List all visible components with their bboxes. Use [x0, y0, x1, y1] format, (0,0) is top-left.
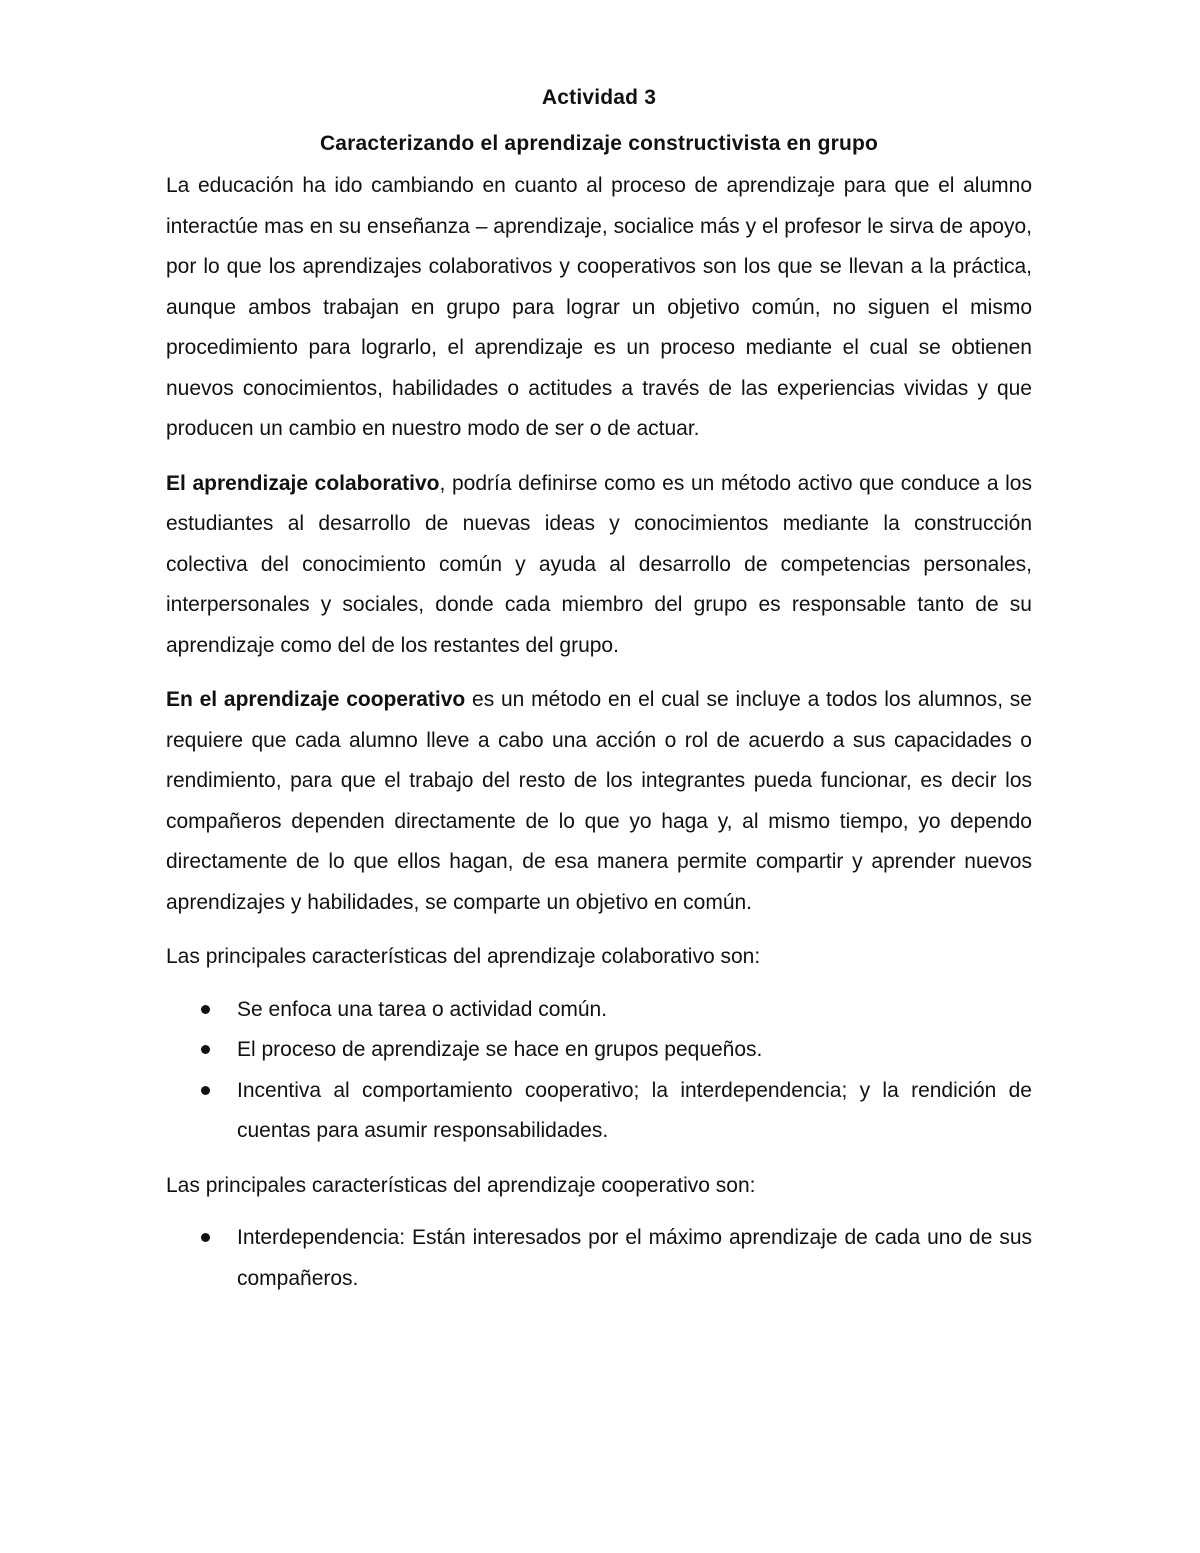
collaborative-list-intro: Las principales características del aprendizaje colaborativo son:	[166, 945, 761, 968]
bullet-icon	[201, 1005, 210, 1014]
list-item	[166, 1218, 1032, 1299]
document-page	[166, 78, 1032, 1299]
document-subtitle: Caracterizando el aprendizaje constructivista en grupo	[319, 132, 879, 155]
paragraph-cooperative-text: es un método en el cual se incluye a todos los alumnos, se requiere que cada alumno lleve a cabo una acción o rol de acuerdo a sus capacidades o rendimiento, para que el trabajo del resto de los integrantes pueda funcionar, es decir los compañeros dependen directamente de lo que yo haga y, al mismo tiempo, yo dependo directamente de lo que ellos hagan, de esa manera permite compartir y aprender nuevos aprendizajes y habilidades, se comparte un objetivo en común.	[166, 688, 1032, 914]
paragraph-cooperative-lead: En el aprendizaje cooperativo	[166, 688, 466, 711]
list-item	[166, 990, 1032, 1031]
list-item-text: Incentiva al comportamiento cooperativo; la interdependencia; y la rendición de cuentas para asumir responsabilidades.	[237, 1078, 1032, 1142]
bullet-icon	[201, 1233, 210, 1242]
collaborative-list	[166, 990, 1032, 1152]
bullet-icon	[201, 1086, 210, 1095]
paragraph-collaborative	[166, 464, 1032, 667]
paragraph-collaborative-lead: El aprendizaje colaborativo	[166, 471, 440, 495]
list-item-text: Se enfoca una tarea o actividad común.	[237, 997, 608, 1021]
document-title: Actividad 3	[541, 86, 657, 109]
cooperative-list-intro: Las principales características del aprendizaje cooperativo son:	[166, 1173, 756, 1197]
list-item-text: Interdependencia: Están interesados por el máximo aprendizaje de cada uno de sus compañeros.	[237, 1226, 1032, 1290]
paragraph-cooperative	[166, 680, 1032, 923]
list-item-text: El proceso de aprendizaje se hace en grupos pequeños.	[237, 1038, 763, 1061]
paragraph-collaborative-text: , podría definirse como es un método activo que conduce a los estudiantes al desarrollo de nuevas ideas y conocimientos mediante la construcción colectiva del conocimiento común y ayuda al desarrollo de competencias personales, interpersonales y sociales, donde cada miembro del grupo es responsable tanto de su aprendizaje como del de los restantes del grupo.	[166, 471, 1032, 657]
paragraph-intro: La educación ha ido cambiando en cuanto al proceso de aprendizaje para que el alumno interactúe mas en su enseñanza – aprendizaje, socialice más y el profesor le sirva de apoyo, por lo que los aprendizajes colaborativos y cooperativos son los que se llevan a la práctica, aunque ambos trabajan en grupo para lograr un objetivo común, no siguen el mismo procedimiento para lograrlo, el aprendizaje es un proceso mediante el cual se obtienen nuevos conocimientos, habilidades o actitudes a través de las experiencias vividas y que producen un cambio en nuestro modo de ser o de actuar.	[166, 174, 1032, 440]
list-item	[166, 1071, 1032, 1152]
cooperative-list	[166, 1218, 1032, 1299]
bullet-icon	[201, 1045, 210, 1054]
list-item	[166, 1030, 1032, 1071]
